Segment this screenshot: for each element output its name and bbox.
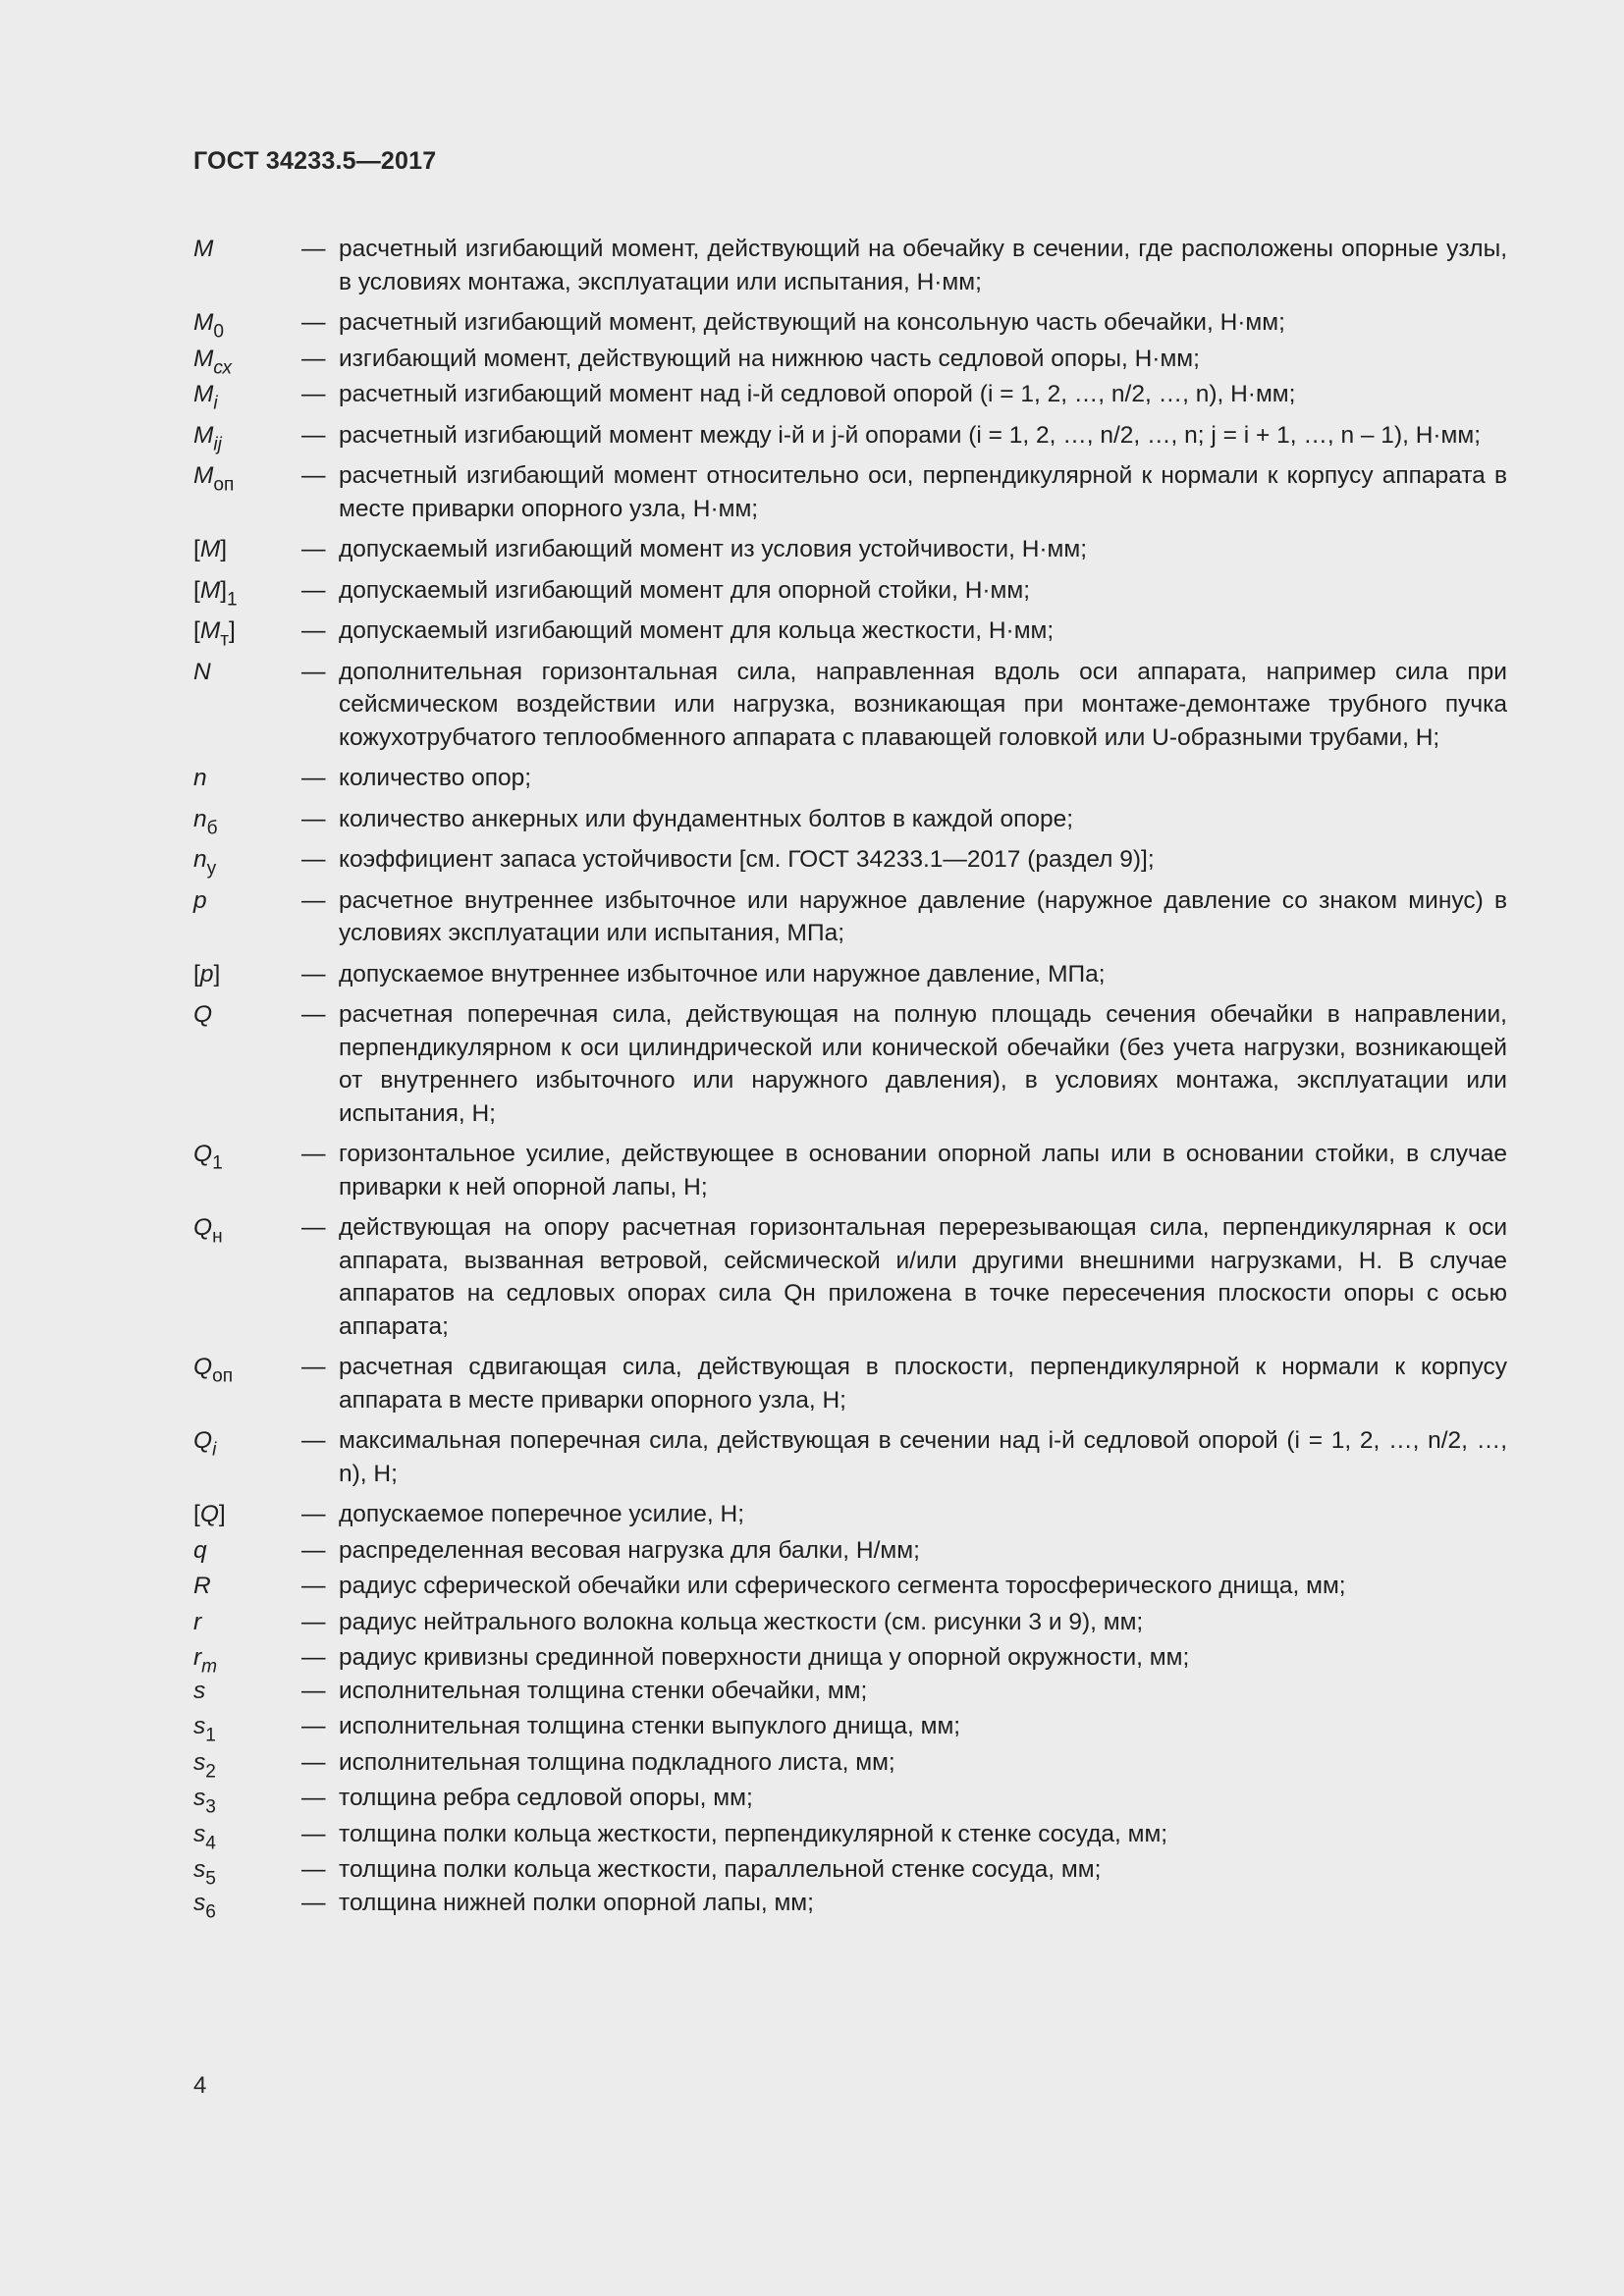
description: расчетный изгибающий момент между i-й и j-й опорами (i = 1, 2, …, n/2, …, n; j = i + 1, …, n – 1), Н·мм;: [339, 421, 1482, 449]
description: радиус кривизны срединной поверхности днища у опорной окружности, мм;: [339, 1644, 1190, 1671]
definition-row: [193, 1351, 1507, 1416]
dash: —: [301, 421, 326, 449]
symbol: $s_4$: [193, 1820, 216, 1853]
symbol: N: [193, 658, 211, 685]
symbol: $M_0$: [193, 309, 225, 343]
symbol: $s_3$: [193, 1785, 216, 1818]
dash: —: [301, 1573, 326, 1599]
dash: —: [301, 1354, 326, 1380]
symbol: M: [193, 236, 214, 262]
dash: —: [301, 1644, 326, 1671]
symbol: $s_1$: [193, 1713, 216, 1746]
definition-row: [193, 656, 1507, 755]
description: допускаемый изгибающий момент для кольца жесткости, Н·мм;: [339, 617, 1055, 644]
description: расчетный изгибающий момент, действующий на обечайку в сечении, где расположены опорные узлы, в условиях монтажа, эксплуатации или испытания, Н·мм;: [339, 236, 1507, 295]
dash: —: [301, 886, 326, 914]
definition-row: [193, 1498, 1507, 1531]
symbol: $s_6$: [193, 1889, 216, 1922]
definition-row: [193, 1853, 1507, 1890]
dash: —: [301, 960, 326, 988]
description: действующая на опору расчетная горизонтальная перерезывающая сила, перпендикулярная к оси аппарата, вызванная ветровой, сейсмической и/или другими внешними нагрузками, Н. В случае аппаратов на седловых опорах сила Qн приложена в точке пересечения плоскости опоры с осью аппарата;: [339, 1214, 1507, 1340]
dash: —: [301, 1427, 326, 1454]
symbol: $r_m$: [193, 1644, 218, 1678]
description: количество опор;: [339, 765, 532, 791]
definition-row: [193, 574, 1507, 608]
description: допускаемый изгибающий момент для опорной стойки, Н·мм;: [339, 576, 1031, 604]
description: исполнительная толщина подкладного листа, мм;: [339, 1748, 895, 1776]
definition-row: [193, 1818, 1507, 1851]
definition-row: [193, 884, 1507, 950]
dash: —: [301, 1501, 326, 1527]
symbol: [Q]: [193, 1501, 226, 1527]
definition-row: [193, 378, 1507, 414]
dash: —: [301, 805, 326, 832]
description: распределенная весовая нагрузка для балки, Н/мм;: [339, 1536, 920, 1564]
symbol: q: [193, 1536, 207, 1564]
description: расчетный изгибающий момент, действующий на консольную часть обечайки, Н·мм;: [339, 309, 1285, 336]
description: расчетная поперечная сила, действующая на полную площадь сечения обечайки в направлении, перпендикулярном к оси цилиндрической или конической обечайки (без учета нагрузки, возникающей от внутреннего избыточного или наружного давления), в условиях монтажа, эксплуатации или испытания, Н;: [339, 1001, 1507, 1127]
dash: —: [301, 1001, 326, 1028]
dash: —: [301, 345, 326, 372]
symbol: Q: [193, 1001, 213, 1028]
description: расчетная сдвигающая сила, действующая в плоскости, перпендикулярной к нормали к корпусу аппарата в месте приварки опорного узла, Н;: [339, 1354, 1507, 1414]
description: толщина нижней полки опорной лапы, мм;: [339, 1889, 814, 1916]
dash: —: [301, 536, 326, 562]
dash: —: [301, 846, 326, 873]
definition-row: [193, 1710, 1507, 1746]
symbol: R: [193, 1573, 211, 1599]
definition-row: [193, 762, 1507, 795]
description: допускаемый изгибающий момент из условия устойчивости, Н·мм;: [339, 536, 1088, 562]
definition-row: [193, 1746, 1507, 1780]
symbol: $[M]_1$: [193, 576, 238, 610]
symbol: $Q_{оп}$: [193, 1354, 234, 1387]
description: расчетный изгибающий момент над i-й седловой опорой (i = 1, 2, …, n/2, …, n), Н·мм;: [339, 381, 1296, 407]
definition-row: [193, 998, 1507, 1130]
dash: —: [301, 1856, 326, 1883]
description: толщина ребра седловой опоры, мм;: [339, 1785, 753, 1811]
dash: —: [301, 617, 326, 644]
symbol: $s_2$: [193, 1748, 216, 1782]
dash: —: [301, 236, 326, 262]
dash: —: [301, 1536, 326, 1564]
definition-row: [193, 533, 1507, 566]
definition-row: [193, 419, 1507, 453]
description: коэффициент запаса устойчивости [см. ГОСТ 34233.1—2017 (раздел 9)];: [339, 846, 1155, 873]
definition-row: [193, 1534, 1507, 1568]
dash: —: [301, 1677, 326, 1704]
dash: —: [301, 1214, 326, 1241]
description: допускаемое поперечное усилие, Н;: [339, 1501, 745, 1527]
description: изгибающий момент, действующий на нижнюю часть седловой опоры, Н·мм;: [339, 345, 1200, 372]
symbol: $Q_н$: [193, 1214, 223, 1248]
definition-row: [193, 1782, 1507, 1818]
symbol: [p]: [193, 960, 221, 988]
dash: —: [301, 765, 326, 791]
definition-row: [193, 614, 1507, 651]
symbol: $n_у$: [193, 846, 217, 880]
dash: —: [301, 576, 326, 604]
dash: —: [301, 309, 326, 336]
symbol: $M_{ij}$: [193, 421, 222, 454]
definition-row: [193, 343, 1507, 376]
dash: —: [301, 1141, 326, 1167]
description: радиус нейтрального волокна кольца жесткости (см. рисунки 3 и 9), мм;: [339, 1608, 1144, 1635]
description: максимальная поперечная сила, действующая в сечении над i-й седловой опорой (i = 1, 2, …, n/2, …, n), Н;: [339, 1427, 1507, 1487]
symbol: r: [193, 1608, 202, 1635]
dash: —: [301, 658, 326, 685]
definition-row: [193, 1675, 1507, 1708]
definition-row: [193, 1424, 1507, 1490]
dash: —: [301, 1785, 326, 1811]
description: радиус сферической обечайки или сферического сегмента торосферического днища, мм;: [339, 1573, 1346, 1599]
symbol: $M_i$: [193, 381, 218, 414]
definition-row: [193, 1570, 1507, 1603]
description: количество анкерных или фундаментных болтов в каждой опоре;: [339, 805, 1074, 832]
description: дополнительная горизонтальная сила, направленная вдоль оси аппарата, например сила при сейсмическом воздействии или нагрузка, возникающая при монтаже-демонтаже трубного пучка кожухотрубчатого теплообменного аппарата с плавающей головкой или U-образными трубами, Н;: [339, 658, 1507, 751]
symbol: [M]: [193, 536, 228, 562]
definition-row: [193, 843, 1507, 880]
definition-row: [193, 1138, 1507, 1203]
symbol: $s_5$: [193, 1856, 216, 1890]
symbol: n: [193, 765, 207, 791]
dash: —: [301, 1748, 326, 1776]
definition-row: [193, 803, 1507, 836]
symbol: $n_б$: [193, 805, 218, 838]
symbol: $M_{сх}$: [193, 345, 233, 378]
definition-row: [193, 459, 1507, 525]
definition-row: [193, 1887, 1507, 1920]
dash: —: [301, 1820, 326, 1847]
page-header: ГОСТ 34233.5—2017: [193, 147, 437, 175]
definitions-list: [193, 233, 1507, 1922]
definition-row: [193, 233, 1507, 298]
symbol: s: [193, 1677, 206, 1704]
description: расчетное внутреннее избыточное или наружное давление (наружное давление со знаком минус) в условиях эксплуатации или испытания, МПа;: [339, 886, 1507, 946]
page-number: 4: [193, 2072, 207, 2099]
definition-row: [193, 958, 1507, 991]
dash: —: [301, 1713, 326, 1739]
description: допускаемое внутреннее избыточное или наружное давление, МПа;: [339, 960, 1106, 988]
definition-row: [193, 1641, 1507, 1678]
description: толщина полки кольца жесткости, параллельной стенке сосуда, мм;: [339, 1856, 1102, 1883]
symbol: $Q_1$: [193, 1141, 223, 1174]
description: толщина полки кольца жесткости, перпендикулярной к стенке сосуда, мм;: [339, 1820, 1168, 1847]
symbol: $Q_i$: [193, 1427, 217, 1461]
symbol: $[M_т]$: [193, 617, 236, 651]
symbol: $M_{оп}$: [193, 462, 235, 496]
description: исполнительная толщина стенки выпуклого днища, мм;: [339, 1713, 961, 1739]
definition-row: [193, 1211, 1507, 1343]
description: расчетный изгибающий момент относительно оси, перпендикулярной к нормали к корпусу аппарата в месте приварки опорного узла, Н·мм;: [339, 462, 1507, 522]
definition-row: [193, 306, 1507, 343]
description: исполнительная толщина стенки обечайки, мм;: [339, 1677, 868, 1704]
symbol: p: [193, 886, 207, 914]
definition-row: [193, 1606, 1507, 1639]
dash: —: [301, 1889, 326, 1916]
dash: —: [301, 1608, 326, 1635]
description: горизонтальное усилие, действующее в основании опорной лапы или в основании стойки, в случае приварки к ней опорной лапы, Н;: [339, 1141, 1507, 1201]
dash: —: [301, 462, 326, 489]
dash: —: [301, 381, 326, 407]
